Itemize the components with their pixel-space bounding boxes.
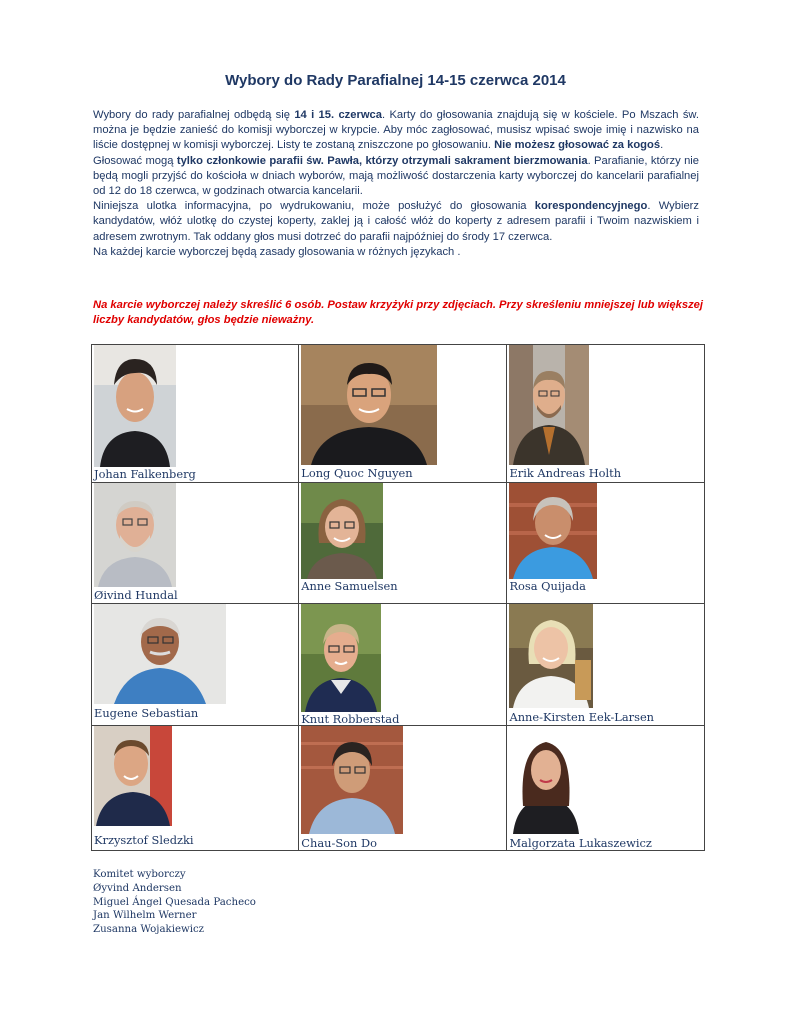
intro-paragraph-3: Niniejsza ulotka informacyjna, po wydrukowaniu, może posłużyć do głosowania korespondencyjnego. Wybierz kandydatów, włóż ulotkę do czystej koperty, zaklej ją i całość włóż do koperty z adresem parafii i Twoim nazwiskiem i adresem zwrotnym. Tak oddany głos musi dotrzeć do parafii najpóźniej do środy 17 czerwca.	[93, 200, 699, 243]
election-committee	[93, 868, 256, 937]
candidate-photo	[301, 483, 383, 579]
candidate-name: Chau-Son Do	[301, 836, 377, 850]
intro-paragraph-4: Na każdej karcie wyborczej będą zasady glosowania w różnych językach .	[93, 245, 461, 258]
committee-member: Jan Wilhelm Werner	[93, 910, 197, 922]
candidate-name: Anne-Kirsten Eek-Larsen	[509, 710, 655, 724]
candidate-grid	[91, 344, 705, 851]
candidate-cell[interactable]	[92, 345, 299, 483]
intro-paragraph-2: Głosować mogą tylko członkowie parafii św. Pawła, którzy otrzymali sakrament bierzmowania. Parafianie, którzy nie będą mogli przyjść do kościoła w dniach wyborów, mają możliwość dostarczenia karty wyborczej do kancelarii parafialnej od 12 do 18 czerwca, w godzinach otwarcia kancelarii.	[93, 154, 700, 198]
candidate-name: Øivind Hundal	[94, 588, 178, 602]
candidate-cell[interactable]	[507, 345, 705, 483]
intro-text	[93, 108, 699, 260]
candidate-name: Krzysztof Sledzki	[94, 833, 194, 847]
candidate-photo	[301, 604, 381, 712]
candidate-photo	[509, 726, 583, 834]
candidate-cell[interactable]	[507, 604, 705, 726]
candidate-photo	[301, 726, 403, 834]
candidate-name: Eugene Sebastian	[94, 706, 199, 720]
candidate-name: Rosa Quijada	[509, 579, 586, 593]
candidate-name: Long Quoc Nguyen	[301, 466, 413, 480]
candidate-cell[interactable]	[92, 604, 299, 726]
candidate-cell[interactable]	[299, 726, 507, 851]
candidate-cell[interactable]	[299, 483, 507, 604]
candidate-name: Johan Falkenberg	[94, 467, 196, 481]
candidate-name: Knut Robberstad	[301, 712, 400, 726]
intro-paragraph-1: Wybory do rady parafialnej odbędą się 14 i 15. czerwca. Karty do głosowania znajdują się w kościele. Po Mszach św. można je będzie zanieść do komisji wyborczej w krypcie. Aby móc zagłosować, musisz wpisać swoje imię i nazwisko na liście dostępnej w komisji wyborczej. Listy te zostaną zniszczone po głosowaniu. Nie możesz głosować za kogoś.	[93, 109, 700, 152]
candidate-photo	[94, 604, 226, 704]
committee-member: Miguel Ángel Quesada Pacheco	[93, 896, 256, 908]
candidate-cell[interactable]	[507, 483, 705, 604]
candidate-cell[interactable]	[92, 483, 299, 604]
candidate-cell[interactable]	[92, 726, 299, 851]
candidate-cell[interactable]	[299, 604, 507, 726]
candidate-photo	[94, 345, 176, 467]
committee-member: Øyvind Andersen	[93, 882, 182, 894]
candidate-name: Erik Andreas Holth	[509, 466, 622, 480]
committee-heading: Komitet wyborczy	[93, 869, 186, 880]
candidate-cell[interactable]	[299, 345, 507, 483]
candidate-name: Malgorzata Lukaszewicz	[509, 836, 652, 850]
candidate-photo	[509, 483, 597, 579]
candidate-photo	[94, 483, 176, 587]
candidate-photo	[509, 604, 593, 708]
committee-member: Zusanna Wojakiewicz	[93, 924, 205, 936]
voting-warning: Na karcie wyborczej należy skreślić 6 osób. Postaw krzyżyki przy zdjęciach. Przy skreśleniu mniejszej lub większej liczby kandydatów, głos będzie nieważny.	[93, 299, 704, 327]
candidate-photo	[94, 726, 172, 826]
candidate-photo	[509, 345, 589, 465]
page-title: Wybory do Rady Parafialnej 14-15 czerwca 2014	[225, 72, 566, 89]
candidate-cell[interactable]	[507, 726, 705, 851]
candidate-name: Anne Samuelsen	[301, 579, 398, 593]
candidate-photo	[301, 345, 437, 465]
